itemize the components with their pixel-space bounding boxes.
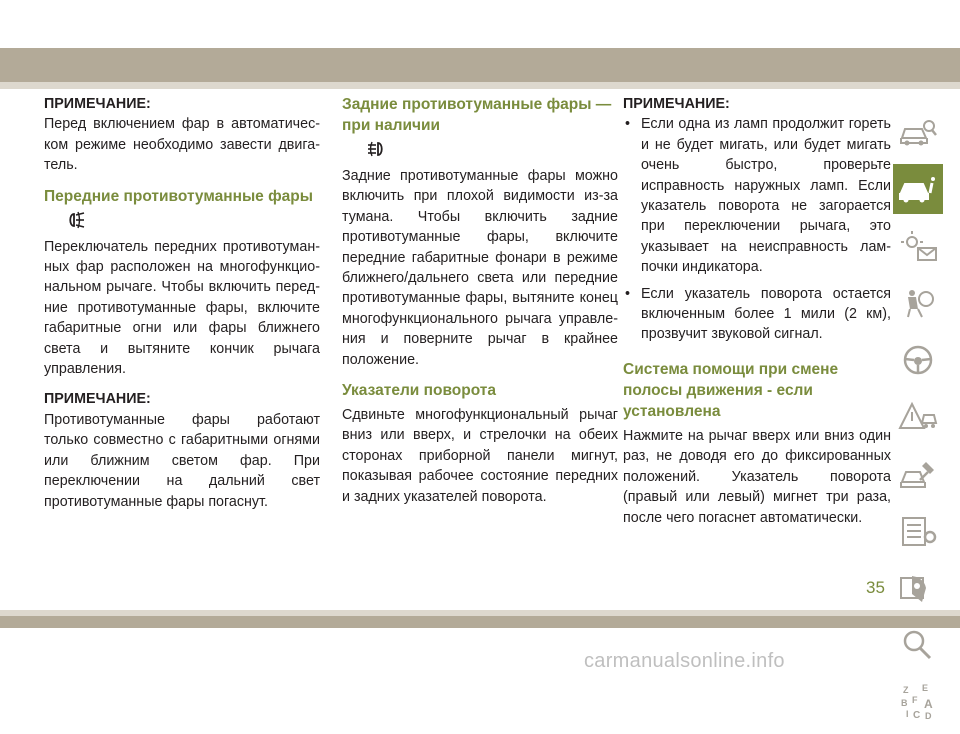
car-info-icon xyxy=(898,173,938,205)
footer-band xyxy=(0,616,960,628)
index-search-icon xyxy=(898,629,938,661)
column-1 xyxy=(44,94,320,522)
section-text-lane-change: Нажмите на рычаг вверх или вниз один раз, не доводя его до фиксированных положений. Указатель поворота (правый или левый) мигнет три раза, после чего погаснет автоматически. xyxy=(623,427,891,526)
car-search-icon xyxy=(898,116,938,148)
section-heading-front-fog: Передние противотуманные фары xyxy=(44,187,313,205)
note-title: ПРИМЕЧАНИЕ: xyxy=(44,391,151,408)
front-fog-lamp-icon xyxy=(66,211,320,231)
header-band-edge xyxy=(0,82,960,89)
note-text: Противотуманные фары работают только совместно с габаритными огнями или ближним светом фар. При переключении на дальний свет противотуманные фары погаснут. xyxy=(44,411,320,510)
tab-emergency[interactable] xyxy=(893,392,943,442)
tab-multimedia[interactable] xyxy=(893,563,943,613)
svg-text:A: A xyxy=(924,697,933,711)
section-text-front-fog: Переключатель передних противотуманных фар расположен на многофункциональном рычаге. Чтобы включить передние противотуманные фары, включите габаритные огни или фары ближнего света и вытяните кончик рычага управления. xyxy=(44,238,320,378)
rear-fog-lamp-icon xyxy=(364,140,618,160)
tab-servicing[interactable] xyxy=(893,449,943,499)
airbag-safety-icon xyxy=(898,287,938,319)
language-letters-icon xyxy=(898,682,938,722)
page-number: 35 xyxy=(866,578,885,597)
svg-text:E: E xyxy=(922,683,929,693)
tab-languages[interactable] xyxy=(893,677,943,727)
service-wrench-icon xyxy=(898,458,938,490)
svg-text:B: B xyxy=(901,698,908,708)
watermark: carmanualsonline.info xyxy=(584,650,785,672)
svg-text:Z: Z xyxy=(903,685,909,695)
multimedia-icon xyxy=(898,572,938,604)
roadside-warning-icon xyxy=(898,401,938,433)
column-2 xyxy=(342,94,618,517)
note-title: ПРИМЕЧАНИЕ: xyxy=(44,96,151,112)
section-heading-rear-fog: Задние противотуманные фары — при наличии xyxy=(342,96,612,134)
tab-warning-lights[interactable] xyxy=(893,221,943,271)
svg-text:D: D xyxy=(925,711,932,721)
note-bullet-list xyxy=(623,114,891,344)
note-text: Перед включением фар в автоматическом режиме необходимо завести двигатель. xyxy=(44,116,320,174)
specifications-list-icon xyxy=(898,515,938,547)
list-item: • Если указатель поворота остается включенным более 1 мили (2 км), прозвучит звуковой сигнал. xyxy=(623,284,891,345)
tab-safety[interactable] xyxy=(893,278,943,328)
svg-text:I: I xyxy=(906,709,909,719)
tab-car-info[interactable] xyxy=(893,164,943,214)
svg-text:F: F xyxy=(912,695,918,705)
section-text-turn-signals: Сдвиньте многофункциональный рычаг вниз или вверх, и стрелочки на обеих сторонах приборной панели мигнут, показывая рабочее состояние передних и задних указателей поворота. xyxy=(342,407,618,505)
section-heading-turn-signals: Указатели поворота xyxy=(342,382,497,400)
note-title: ПРИМЕЧАНИЕ: xyxy=(623,96,730,112)
section-text-rear-fog: Задние противотуманные фары можно включить при плохой видимости из-за тумана. Чтобы включить задние противотуманные фары, включите передние габаритные фонари в режиме ближнего/дальнего света или передние противотуманные фары, вытяните конец многофункционального рычага управления и поверните рычаг в крайнее положение. xyxy=(342,168,618,368)
svg-text:C: C xyxy=(913,710,921,721)
tab-car-search[interactable] xyxy=(893,107,943,157)
header-band xyxy=(0,48,960,82)
tab-specifications[interactable] xyxy=(893,506,943,556)
column-3 xyxy=(623,94,891,538)
section-heading-lane-change: Система помощи при смене полосы движения - если установлена xyxy=(623,360,839,420)
steering-wheel-icon xyxy=(898,344,938,376)
list-item: • Если одна из ламп продолжит гореть и не будет мигать, или будет мигать очень быстро, проверьте исправность наружных ламп. Если указатель поворота не загорается при переключении рычага, это указывает на неисправность лампочки индикатора. xyxy=(623,114,891,277)
chapter-tabs xyxy=(893,107,943,734)
tab-starting-operating[interactable] xyxy=(893,335,943,385)
warning-lights-message-icon xyxy=(898,230,938,262)
